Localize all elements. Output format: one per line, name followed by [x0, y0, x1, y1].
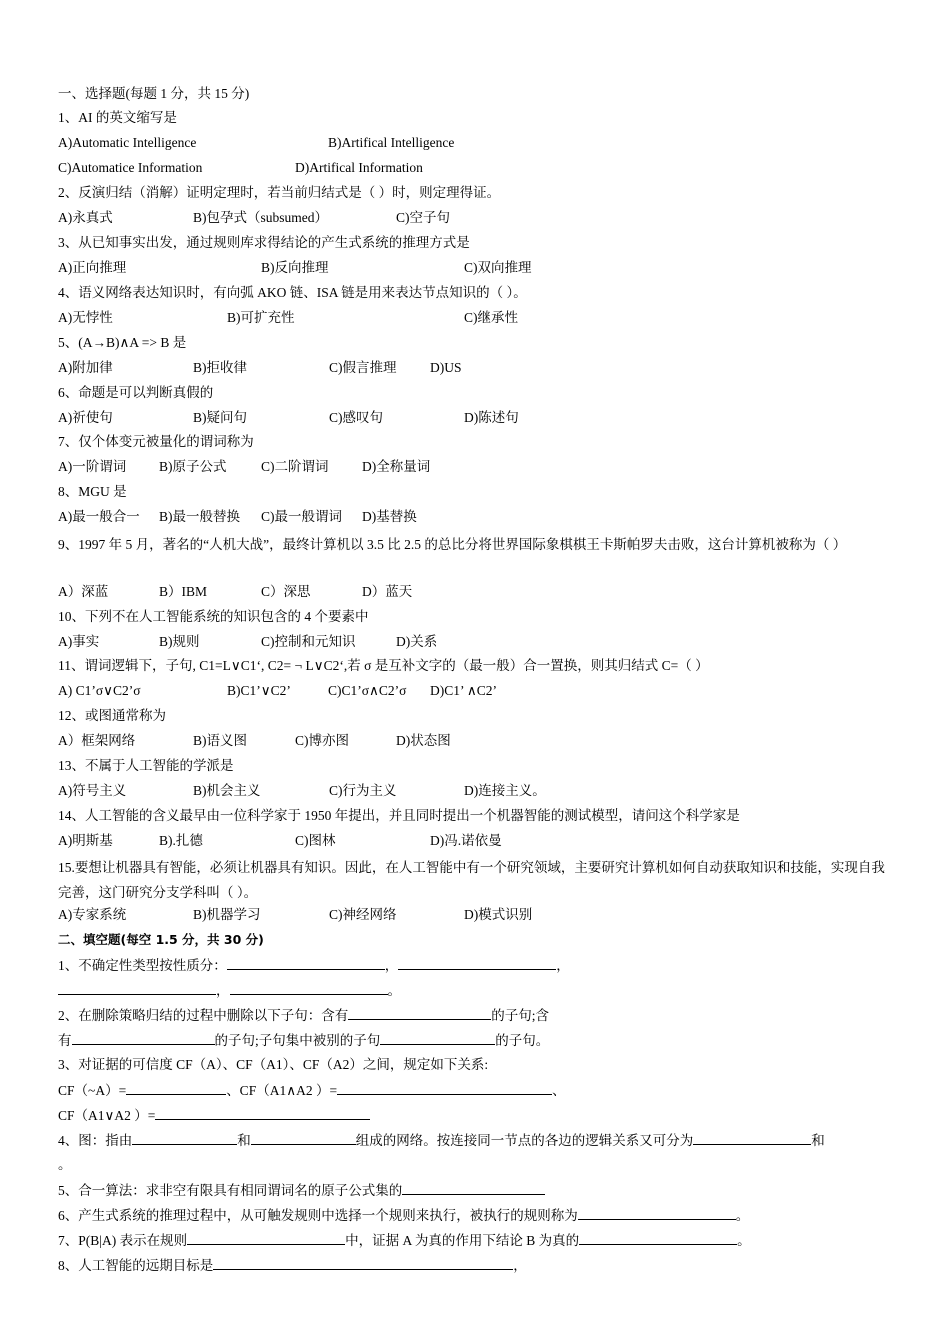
cf-or-label: CF（A1∨A2 ）= — [58, 1108, 156, 1123]
question-8: 8、MGU 是 — [58, 484, 127, 499]
fill-question-7 — [58, 1230, 892, 1250]
option-b: B)可扩充性 — [227, 310, 295, 325]
question-5: 5、(A→B)∧A => B 是 — [58, 335, 187, 350]
option-d: D)冯.诺依曼 — [430, 833, 502, 848]
question-12-options — [58, 731, 892, 751]
option-d: D)陈述句 — [464, 410, 519, 425]
answer-blank[interactable] — [187, 1230, 345, 1245]
separator: 、 — [552, 1083, 566, 1098]
question-13-options — [58, 781, 892, 801]
question-15: 15.要想让机器具有智能，必须让机器具有知识。因此，在人工智能中有一个研究领域，主要研究计算机如何自动获取知识和技能，实现自我完善，这门研究分支学科叫（ ）。 — [58, 860, 885, 900]
fill-7-text-a: 7、P(B|A) 表示在规则 — [58, 1233, 188, 1248]
answer-blank[interactable] — [155, 1105, 370, 1120]
option-d: D)Artifical Information — [295, 160, 423, 175]
question-9: 9、1997 年 5 月，著名的“人机大战”，最终计算机以 3.5 比 2.5 的总比分将世界国际象棋棋王卡斯帕罗夫击败，这台计算机被称为（ ） — [58, 537, 847, 552]
fill-question-4 — [58, 1130, 892, 1150]
fill-4-text-c: 组成的网络。按连接同一节点的各边的逻辑关系又可分为 — [355, 1133, 694, 1148]
fill-question-5 — [58, 1180, 892, 1200]
fill-1-text: 1、不确定性类型按性质分： — [58, 958, 227, 973]
question-2: 2、反演归结（消解）证明定理时，若当前归结式是（ ）时，则定理得证。 — [58, 185, 501, 200]
answer-blank[interactable] — [337, 1080, 552, 1095]
separator: ， — [513, 1258, 527, 1273]
answer-blank[interactable] — [579, 1230, 737, 1245]
question-3: 3、从已知事实出发，通过规则库求得结论的产生式系统的推理方式是 — [58, 235, 470, 250]
cf-not-label: CF（~A）= — [58, 1083, 127, 1098]
fill-question-1 — [58, 955, 892, 975]
fill-question-2-cont — [58, 1030, 892, 1050]
fill-4-text-d: 和 — [811, 1133, 825, 1148]
fill-2-text-e: 的子句。 — [495, 1033, 550, 1048]
fill-question-6 — [58, 1205, 892, 1225]
fill-8-text: 8、人工智能的远期目标是 — [58, 1258, 214, 1273]
option-d: D)连接主义。 — [464, 783, 546, 798]
question-11: 11、谓词逻辑下，子句, C1=L∨C1‘, C2= ¬ L∨C2‘,若 σ 是互补文字的（最一般）合一置换，则其归结式 C=（ ） — [58, 658, 709, 673]
question-1-options-row2 — [58, 158, 892, 178]
option-a: A)正向推理 — [58, 260, 127, 275]
option-d: D)基替换 — [362, 509, 417, 524]
option-b: B)Artifical Intelligence — [328, 135, 455, 150]
option-c: C)神经网络 — [329, 907, 397, 922]
option-c: C)博亦图 — [295, 733, 349, 748]
question-3-options — [58, 258, 892, 278]
fill-2-text-a: 2、在删除策略归结的过程中删除以下子句：含有 — [58, 1008, 349, 1023]
fill-2-text-c: 有 — [58, 1033, 72, 1048]
option-c: C)空子句 — [396, 210, 450, 225]
option-b: B)原子公式 — [159, 459, 227, 474]
answer-blank[interactable] — [230, 980, 388, 995]
option-a: A)Automatic Intelligence — [58, 135, 197, 150]
option-a: A)一阶谓词 — [58, 459, 127, 474]
fill-question-3-cf-not — [58, 1080, 892, 1100]
question-7-options — [58, 457, 892, 477]
answer-blank[interactable] — [348, 1005, 491, 1020]
option-b: B)最一般替换 — [159, 509, 240, 524]
fill-7-text-b: 中，证据 A 为真的作用下结论 B 为真的 — [345, 1233, 580, 1248]
option-b: B)语义图 — [193, 733, 247, 748]
option-b: B)机会主义 — [193, 783, 261, 798]
option-b: B)规则 — [159, 634, 200, 649]
option-d: D)全称量词 — [362, 459, 431, 474]
fill-question-4-end: 。 — [58, 1157, 72, 1172]
option-a: A)祈使句 — [58, 410, 113, 425]
fill-question-1-cont — [58, 980, 892, 1000]
option-c: C）深思 — [261, 584, 311, 599]
fill-question-3: 3、对证据的可信度 CF（A）、CF（A1）、CF（A2）之间，规定如下关系: — [58, 1057, 489, 1072]
question-6: 6、命题是可以判断真假的 — [58, 385, 214, 400]
question-6-options — [58, 408, 892, 428]
answer-blank[interactable] — [58, 980, 216, 995]
fill-2-text-d: 的子句;子句集中被别的子句 — [214, 1033, 381, 1048]
question-15-options — [58, 905, 892, 925]
answer-blank[interactable] — [227, 955, 385, 970]
question-14: 14、人工智能的含义最早由一位科学家于 1950 年提出，并且同时提出一个机器智能的测试模型，请问这个科学家是 — [58, 808, 740, 823]
question-10-options — [58, 632, 892, 652]
section1-title: 一、选择题(每题 1 分，共 15 分) — [58, 86, 250, 101]
answer-blank[interactable] — [402, 1180, 545, 1195]
option-a: A) C1’σ∨C2’σ — [58, 683, 141, 698]
question-1: 1、AI 的英文缩写是 — [58, 110, 177, 125]
option-c: C)感叹句 — [329, 410, 383, 425]
question-2-options — [58, 208, 892, 228]
fill-question-2 — [58, 1005, 892, 1025]
option-c: C)继承性 — [464, 310, 518, 325]
option-a: A)附加律 — [58, 360, 113, 375]
option-b: B)C1’∨C2’ — [227, 683, 291, 698]
option-c: C)行为主义 — [329, 783, 397, 798]
option-b: B）IBM — [159, 584, 208, 599]
option-b: B)包孕式（subsumed） — [193, 210, 328, 225]
fill-6-text: 6、产生式系统的推理过程中，从可触发规则中选择一个规则来执行，被执行的规则称为 — [58, 1208, 578, 1223]
option-a: A)专家系统 — [58, 907, 127, 922]
option-c: C)图林 — [295, 833, 336, 848]
option-c: C)假言推理 — [329, 360, 397, 375]
option-a: A)事实 — [58, 634, 100, 649]
separator: ， — [556, 958, 570, 973]
option-c: C)最一般谓词 — [261, 509, 342, 524]
fill-4-text-a: 4、图：指由 — [58, 1133, 133, 1148]
question-10: 10、下列不在人工智能系统的知识包含的 4 个要素中 — [58, 609, 369, 624]
question-5-options — [58, 358, 892, 378]
option-c: C)双向推理 — [464, 260, 532, 275]
cf-and-label: 、CF（A1∧A2 ）= — [226, 1083, 338, 1098]
fill-question-8 — [58, 1255, 892, 1275]
option-d: D)模式识别 — [464, 907, 533, 922]
option-d: D)C1’ ∧C2’ — [430, 683, 497, 698]
option-a: A)符号主义 — [58, 783, 127, 798]
separator: 。 — [735, 1208, 750, 1223]
option-c: C)Automatice Information — [58, 160, 203, 175]
answer-blank[interactable] — [251, 1130, 356, 1145]
option-a: A）框架网络 — [58, 733, 136, 748]
question-8-options — [58, 507, 892, 527]
separator: 。 — [737, 1233, 751, 1248]
fill-2-text-b: 的子句;含 — [491, 1008, 550, 1023]
answer-blank[interactable] — [72, 1030, 215, 1045]
separator: ， — [384, 958, 399, 973]
question-11-options — [58, 681, 892, 701]
answer-blank[interactable] — [213, 1255, 513, 1270]
answer-blank[interactable] — [693, 1130, 811, 1145]
answer-blank[interactable] — [132, 1130, 237, 1145]
option-a: A)最一般合一 — [58, 509, 140, 524]
question-12: 12、或图通常称为 — [58, 708, 166, 723]
question-4-options — [58, 308, 892, 328]
answer-blank[interactable] — [380, 1030, 495, 1045]
option-d: D）蓝天 — [362, 584, 413, 599]
answer-blank[interactable] — [126, 1080, 226, 1095]
question-7: 7、仅个体变元被量化的谓词称为 — [58, 434, 254, 449]
option-b: B)拒收律 — [193, 360, 247, 375]
option-c: C)二阶谓词 — [261, 459, 329, 474]
option-a: A)无悖性 — [58, 310, 113, 325]
section2-title: 二、填空题(每空 1.5 分，共 30 分) — [58, 932, 264, 947]
option-b: B)反向推理 — [261, 260, 329, 275]
option-a: A)明斯基 — [58, 833, 113, 848]
option-a: A）深蓝 — [58, 584, 109, 599]
fill-5-text: 5、合一算法：求非空有限具有相同谓词名的原子公式集的 — [58, 1183, 403, 1198]
option-a: A)永真式 — [58, 210, 113, 225]
separator: ， — [216, 983, 230, 998]
option-b: B)机器学习 — [193, 907, 261, 922]
fill-4-text-b: 和 — [237, 1133, 251, 1148]
option-b: B)疑问句 — [193, 410, 247, 425]
question-1-options-row1 — [58, 133, 892, 153]
option-d: D)US — [430, 360, 462, 375]
question-14-options — [58, 831, 892, 851]
fill-question-3-cf-or — [58, 1105, 892, 1125]
option-c: C)C1’σ∧C2’σ — [328, 683, 407, 698]
question-13: 13、不属于人工智能的学派是 — [58, 758, 234, 773]
option-b: B).扎德 — [159, 833, 203, 848]
separator: 。 — [387, 983, 401, 998]
option-c: C)控制和元知识 — [261, 634, 356, 649]
option-d: D)关系 — [396, 634, 438, 649]
question-4: 4、语义网络表达知识时，有向弧 AKO 链、ISA 链是用来表达节点知识的（ ）。 — [58, 285, 527, 300]
option-d: D)状态图 — [396, 733, 451, 748]
answer-blank[interactable] — [578, 1205, 736, 1220]
answer-blank[interactable] — [398, 955, 556, 970]
question-9-options — [58, 582, 892, 602]
